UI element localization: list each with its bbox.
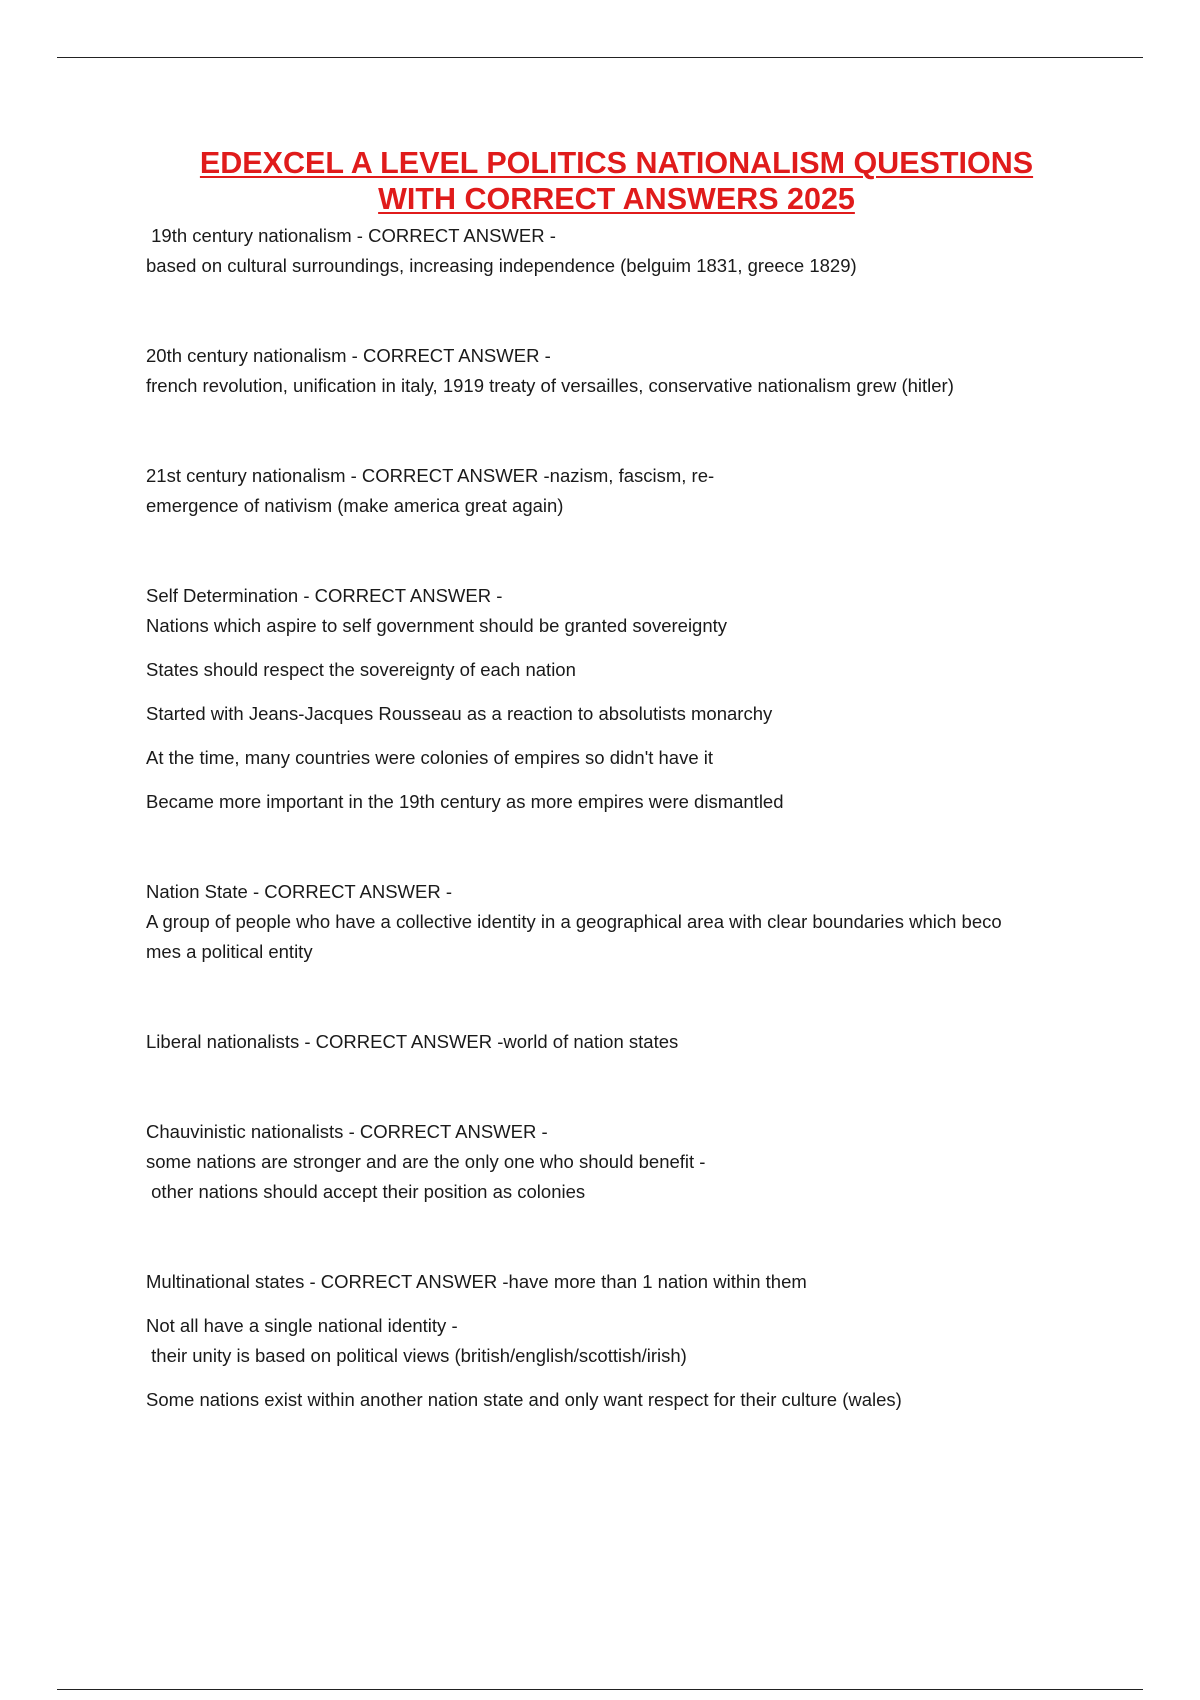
qa-entry-self-determination bbox=[146, 581, 1106, 817]
qa-entry-21st-century bbox=[146, 461, 1106, 521]
document-body bbox=[146, 221, 1106, 1415]
answer-line: Some nations exist within another nation state and only want respect for their culture (wales) bbox=[146, 1389, 902, 1410]
term-line: Chauvinistic nationalists - CORRECT ANSWER - bbox=[146, 1121, 548, 1142]
qa-entry-multinational-states bbox=[146, 1267, 1106, 1415]
answer-line: based on cultural surroundings, increasing independence (belguim 1831, greece 1829) bbox=[146, 255, 857, 276]
qa-entry-liberal-nationalists bbox=[146, 1027, 1106, 1057]
term-line: 21st century nationalism - CORRECT ANSWER -nazism, fascism, re- bbox=[146, 465, 715, 486]
bottom-rule bbox=[57, 1689, 1143, 1690]
answer-line: States should respect the sovereignty of each nation bbox=[146, 659, 576, 680]
answer-line: Started with Jeans-Jacques Rousseau as a reaction to absolutists monarchy bbox=[146, 703, 773, 724]
answer-line: A group of people who have a collective identity in a geographical area with clear boundaries which beco bbox=[146, 911, 1002, 932]
qa-entry-nation-state bbox=[146, 877, 1106, 967]
term-line: Self Determination - CORRECT ANSWER - bbox=[146, 585, 503, 606]
title-line-1: EDEXCEL A LEVEL POLITICS NATIONALISM QUESTIONS bbox=[199, 146, 1034, 180]
term-line: Multinational states - CORRECT ANSWER -have more than 1 nation within them bbox=[146, 1271, 807, 1292]
title-line-2: WITH CORRECT ANSWERS 2025 bbox=[378, 182, 855, 216]
answer-line: some nations are stronger and are the only one who should benefit - bbox=[146, 1151, 706, 1172]
answer-line: At the time, many countries were colonies of empires so didn't have it bbox=[146, 747, 714, 768]
top-rule bbox=[57, 57, 1143, 58]
term-line: Liberal nationalists - CORRECT ANSWER -world of nation states bbox=[146, 1031, 679, 1052]
answer-line: Became more important in the 19th century as more empires were dismantled bbox=[146, 791, 784, 812]
answer-line: Nations which aspire to self government should be granted sovereignty bbox=[146, 615, 728, 636]
term-line: 20th century nationalism - CORRECT ANSWER - bbox=[146, 345, 551, 366]
term-line: 19th century nationalism - CORRECT ANSWER - bbox=[146, 225, 556, 246]
answer-line: french revolution, unification in italy, 1919 treaty of versailles, conservative nationalism grew (hitler) bbox=[146, 375, 954, 396]
qa-entry-chauvinistic-nationalists bbox=[146, 1117, 1106, 1207]
answer-line: mes a political entity bbox=[146, 941, 313, 962]
answer-line: emergence of nativism (make america great again) bbox=[146, 495, 564, 516]
document-title bbox=[0, 145, 1200, 217]
qa-entry-20th-century bbox=[146, 341, 1106, 401]
answer-line: other nations should accept their position as colonies bbox=[146, 1181, 586, 1202]
qa-entry-19th-century bbox=[146, 221, 1106, 281]
term-line: Nation State - CORRECT ANSWER - bbox=[146, 881, 453, 902]
answer-line: Not all have a single national identity - bbox=[146, 1315, 458, 1336]
answer-line: their unity is based on political views (british/english/scottish/irish) bbox=[146, 1345, 687, 1366]
